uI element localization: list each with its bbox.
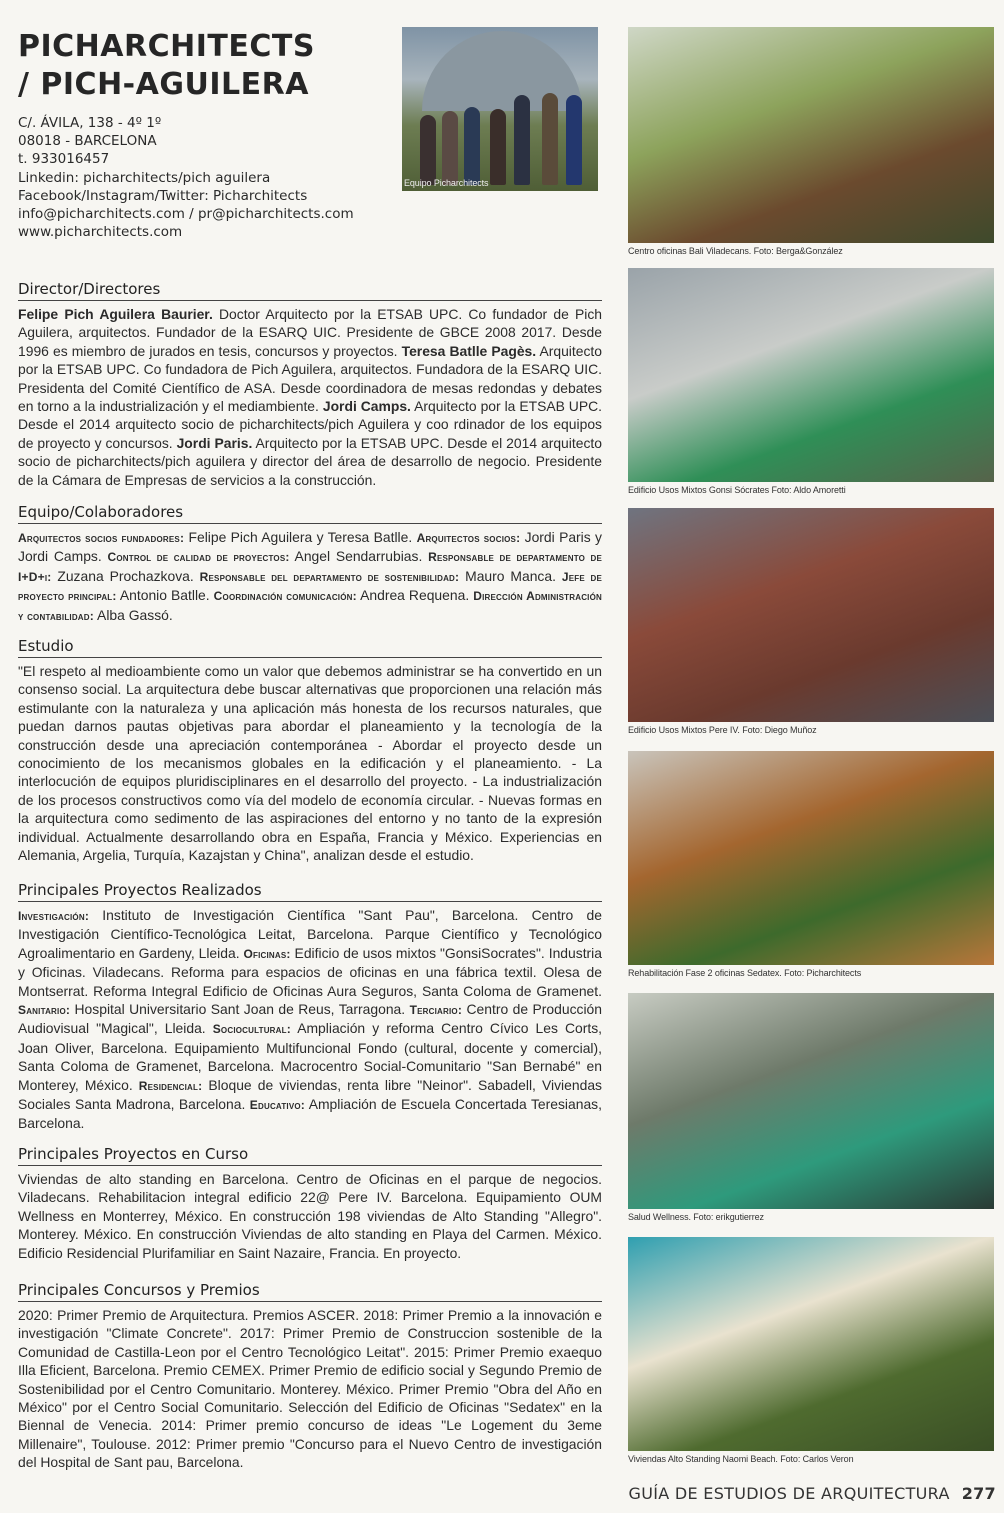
person-name: Jordi Paris. [176,434,253,451]
category-label: Terciario: [409,1003,463,1018]
studio-name-line1: PICHARCHITECTS [18,29,315,64]
section-completed-projects [18,881,602,1133]
contact-social: Facebook/Instagram/Twitter: Picharchitects [18,187,308,204]
contact-phone: t. 933016457 [18,151,110,168]
section-body [18,305,602,489]
section-team [18,503,602,625]
category-label: Educativo: [249,1098,305,1113]
project-photo-caption: Rehabilitación Fase 2 oficinas Sedatex. Foto: Picharchitects [628,968,862,978]
body-text: Bloque de viviendas, renta libre "Neinor". Sabadell, Viviendas Sociales Santa Madrona, Barcelona. [18,1076,602,1113]
studio-name-line2: / PICH-AGUILERA [18,67,309,102]
body-text: Alba Gassó. [93,606,173,623]
body-text: Viviendas de alto standing en Barcelona. Centro de Oficinas en el parque de negocios. Viladecans. Rehabilitacion integral edificio 22@ Pere IV. Barcelona. Equipamiento OUM Wellness en Monterrey, México. En construcción 198 viviendas de Alto Standing "Allegro". Monterey. México. En construcción Viviendas de alto standing en Playa del Carmen. México. Edificio Residencial Plurifamiliar en Saint Nazaire, Francia. En proyecto. [18,1171,602,1261]
category-label: Sanitario: [18,1003,71,1018]
team-photo-caption: Equipo Picharchitects [404,178,489,188]
category-label: Arquitectos socios fundadores: [18,531,185,545]
body-text: Centro de Producción Audiovisual "Magical", Lleida. [18,1001,602,1037]
category-label: Sociocultural: [212,1022,291,1037]
category-label: Dirección Administración y contabilidad: [18,589,602,623]
body-text: Antonio Batlle. [116,587,214,604]
body-text: Arquitecto por la ETSAB UPC. Desde el 2014 arquitecto socio de picharchitects/pich aguilera y director del área de desarrollo de negocio. Presidente de la Cámara de Empresas de servicios a la construcción. [18,434,602,488]
category-label: Coordinación comunicación: [213,589,357,604]
section-body [18,1170,602,1262]
contact-linkedin: Linkedin: picharchitects/pich aguilera [18,169,271,186]
body-text: Mauro Manca. [459,567,562,584]
project-photo [628,751,994,979]
section-heading: Estudio [18,637,602,658]
contact-email: info@picharchitects.com / pr@picharchitects.com [18,206,354,223]
person-name: Jordi Camps. [322,398,411,415]
body-text: "El respeto al medioambiente como un valor que debemos administrar se ha convertido en un consenso social. La arquitectura debe buscar alternativas que proporcionen una relación más estimulante con la naturaleza y una aplicación más honesta de los recursos naturales, que puedan darnos pautas objetivas para abordar el planeamiento y la tecnología de la construcción desde una apreciación contemporánea - Abordar el proyecto desde un conocimiento de los mecanismos globales en la edificación y el planeamiento. - La interlocución de equipos pluridisciplinares en el desarrollo del proyecto. - La industrialización de los procesos constructivos como vía del modelo de economía circular. - Nuevas formas en la arquitectura como sedimento de las aspiraciones del entorno y no tanto de la expresión individual. Actualmente desarrollando obra en España, Francia y México. Experiencias en Alemania, Argelia, Turquía, Kazajstan y China", analizan desde el estudio. [18,663,602,864]
body-text: Doctor Arquitecto por la ETSAB UPC. Co fundador de Pich Aguilera, arquitectos. Fundador de la ESARQ UIC. Presidente de GBCE 2008 2017. Desde 1996 es miembro de jurados en tesis, concursos y proyectos. [18,306,602,359]
body-text: Arquitecto por la ETSAB UPC. Desde el 2014 arquitecto socio de picharchitects/pich Aguilera y coo rdinador de los equipos de proyecto y concursos. [18,398,602,451]
project-photo [628,27,994,257]
section-heading: Director/Directores [18,280,602,301]
body-text: Ampliación de Escuela Concertada Teresianas, Barcelona. [18,1096,602,1132]
section-studio [18,637,602,864]
section-body [18,1306,602,1472]
project-photo [628,268,994,496]
section-body [18,528,602,625]
project-photo-caption: Edificio Usos Mixtos Pere IV. Foto: Diego Muñoz [628,725,817,735]
body-text: Ampliación y reforma Centro Cívico Les Corts, Joan Oliver, Barcelona. Equipamiento Multifuncional Fondo (cultural, docente y comercial), Santa Coloma de Gramenet, Barcelona. Macrocentro Social-Comunitario "San Bernabé" en Monterey, México. [18,1020,602,1093]
category-label: Oficinas: [243,946,291,961]
section-awards [18,1281,602,1472]
section-ongoing-projects [18,1145,602,1262]
page-number: 277 [961,1484,996,1503]
category-label: Responsable del departamento de sostenibilidad: [199,569,460,584]
project-photo-caption: Edificio Usos Mixtos Gonsi Sócrates Foto: Aldo Amoretti [628,485,846,495]
body-text: Jordi Paris y Jordi Camps. [18,529,602,565]
project-photo-caption: Centro oficinas Bali Viladecans. Foto: Berga&González [628,246,843,256]
project-photo-image [628,751,994,965]
body-text: Instituto de Investigación Científica "Sant Pau", Barcelona. Centro de Investigación Científico-Tecnológica Leitat, Barcelona. Parque Científico y Tecnológico Agroalimentario en Gardeny, Lleida. [18,907,602,961]
project-photo-caption: Salud Wellness. Foto: erikgutierrez [628,1212,764,1222]
section-body [18,662,602,864]
category-label: Control de calidad de proyectos: [107,550,290,565]
contact-address: C/. ÁVILA, 138 - 4º 1º [18,115,162,131]
section-heading: Equipo/Colaboradores [18,503,602,524]
team-photo [402,27,598,191]
body-text: Andrea Requena. [356,587,474,604]
contact-website: www.picharchitects.com [18,224,183,241]
category-label: Responsable de departamento de I+D+i: [18,550,603,584]
body-text: Edificio de usos mixtos "GonsiSocrates". Industria y Oficinas. Viladecans. Reforma para espacios de oficinas en una fábrica textil. Olesa de Montserrat. Reforma Integral Edificio de Oficinas Aura Seguros, Santa Coloma de Gramenet. [18,944,602,999]
section-body [18,906,602,1133]
page-footer [629,1484,996,1503]
body-text: 2020: Primer Premio de Arquitectura. Premios ASCER. 2018: Primer Premio a la innovación e investigación "Climate Concrete". 2017: Primer Premio de Construccion sostenible de la Comunidad de Castilla-Leon por el Centro Tecnológico Leitat". 2015: Primer Premio exaequo Illa Eficient, Barcelona. Premio CEMEX. Primer Premio de edificio social y Segundo Premio de Sostenibilidad por el Centro Comunitario. Monterey. México. Primer Premio "Obra del Año en México" por el Centro Social Comunitario. Selección del Edificio de Oficinas "Sedatex" en la Biennal de Venecia. 2014: Primer premio concurso de ideas "Le Logement du 3eme Millenaire", Toulouse. 2012: Primer premio "Concurso para el Nuevo Centro de investigación del Hospital de Sant pau, Barcelona. [18,1307,602,1471]
project-photo [628,1237,994,1465]
person-name: Teresa Batlle Pagès. [401,342,537,359]
body-text: Arquitecto por la ETSAB UPC. Co fundadora de Pich Aguilera, arquitectos. Fundadora de la ESARQ UIC. Presidenta del Comité Científico de ASA. Desde coordinadora de mesas redondas y debates en torno a la industrialización y el mediambiente. [18,342,602,415]
project-photo [628,508,994,736]
project-photo-image [628,508,994,722]
category-label: Residencial: [138,1078,203,1093]
body-text: Angel Sendarrubias. [289,548,429,565]
category-label: Arquitectos socios: [416,531,521,545]
project-photo-caption: Viviendas Alto Standing Naomi Beach. Foto: Carlos Veron [628,1454,854,1464]
section-heading: Principales Concursos y Premios [18,1281,602,1302]
person-name: Felipe Pich Aguilera Baurier. [18,306,213,322]
section-directors [18,280,602,489]
team-photo-image [402,27,598,191]
body-text: Felipe Pich Aguilera y Teresa Batlle. [184,529,417,545]
body-text: Zuzana Prochazkova. [51,567,200,584]
contact-city: 08018 - BARCELONA [18,133,157,150]
project-photo-image [628,1237,994,1451]
section-heading: Principales Proyectos Realizados [18,881,602,902]
category-label: Jefe de proyecto principal: [18,569,602,604]
body-text: Hospital Universitario Sant Joan de Reus, Tarragona. [70,1001,410,1018]
section-heading: Principales Proyectos en Curso [18,1145,602,1166]
project-photo [628,993,994,1223]
category-label: Investigación: [18,909,90,923]
project-photo-image [628,268,994,482]
project-photo-image [628,27,994,243]
guide-title: GUÍA DE ESTUDIOS DE ARQUITECTURA [628,1484,950,1503]
project-photo-image [628,993,994,1209]
